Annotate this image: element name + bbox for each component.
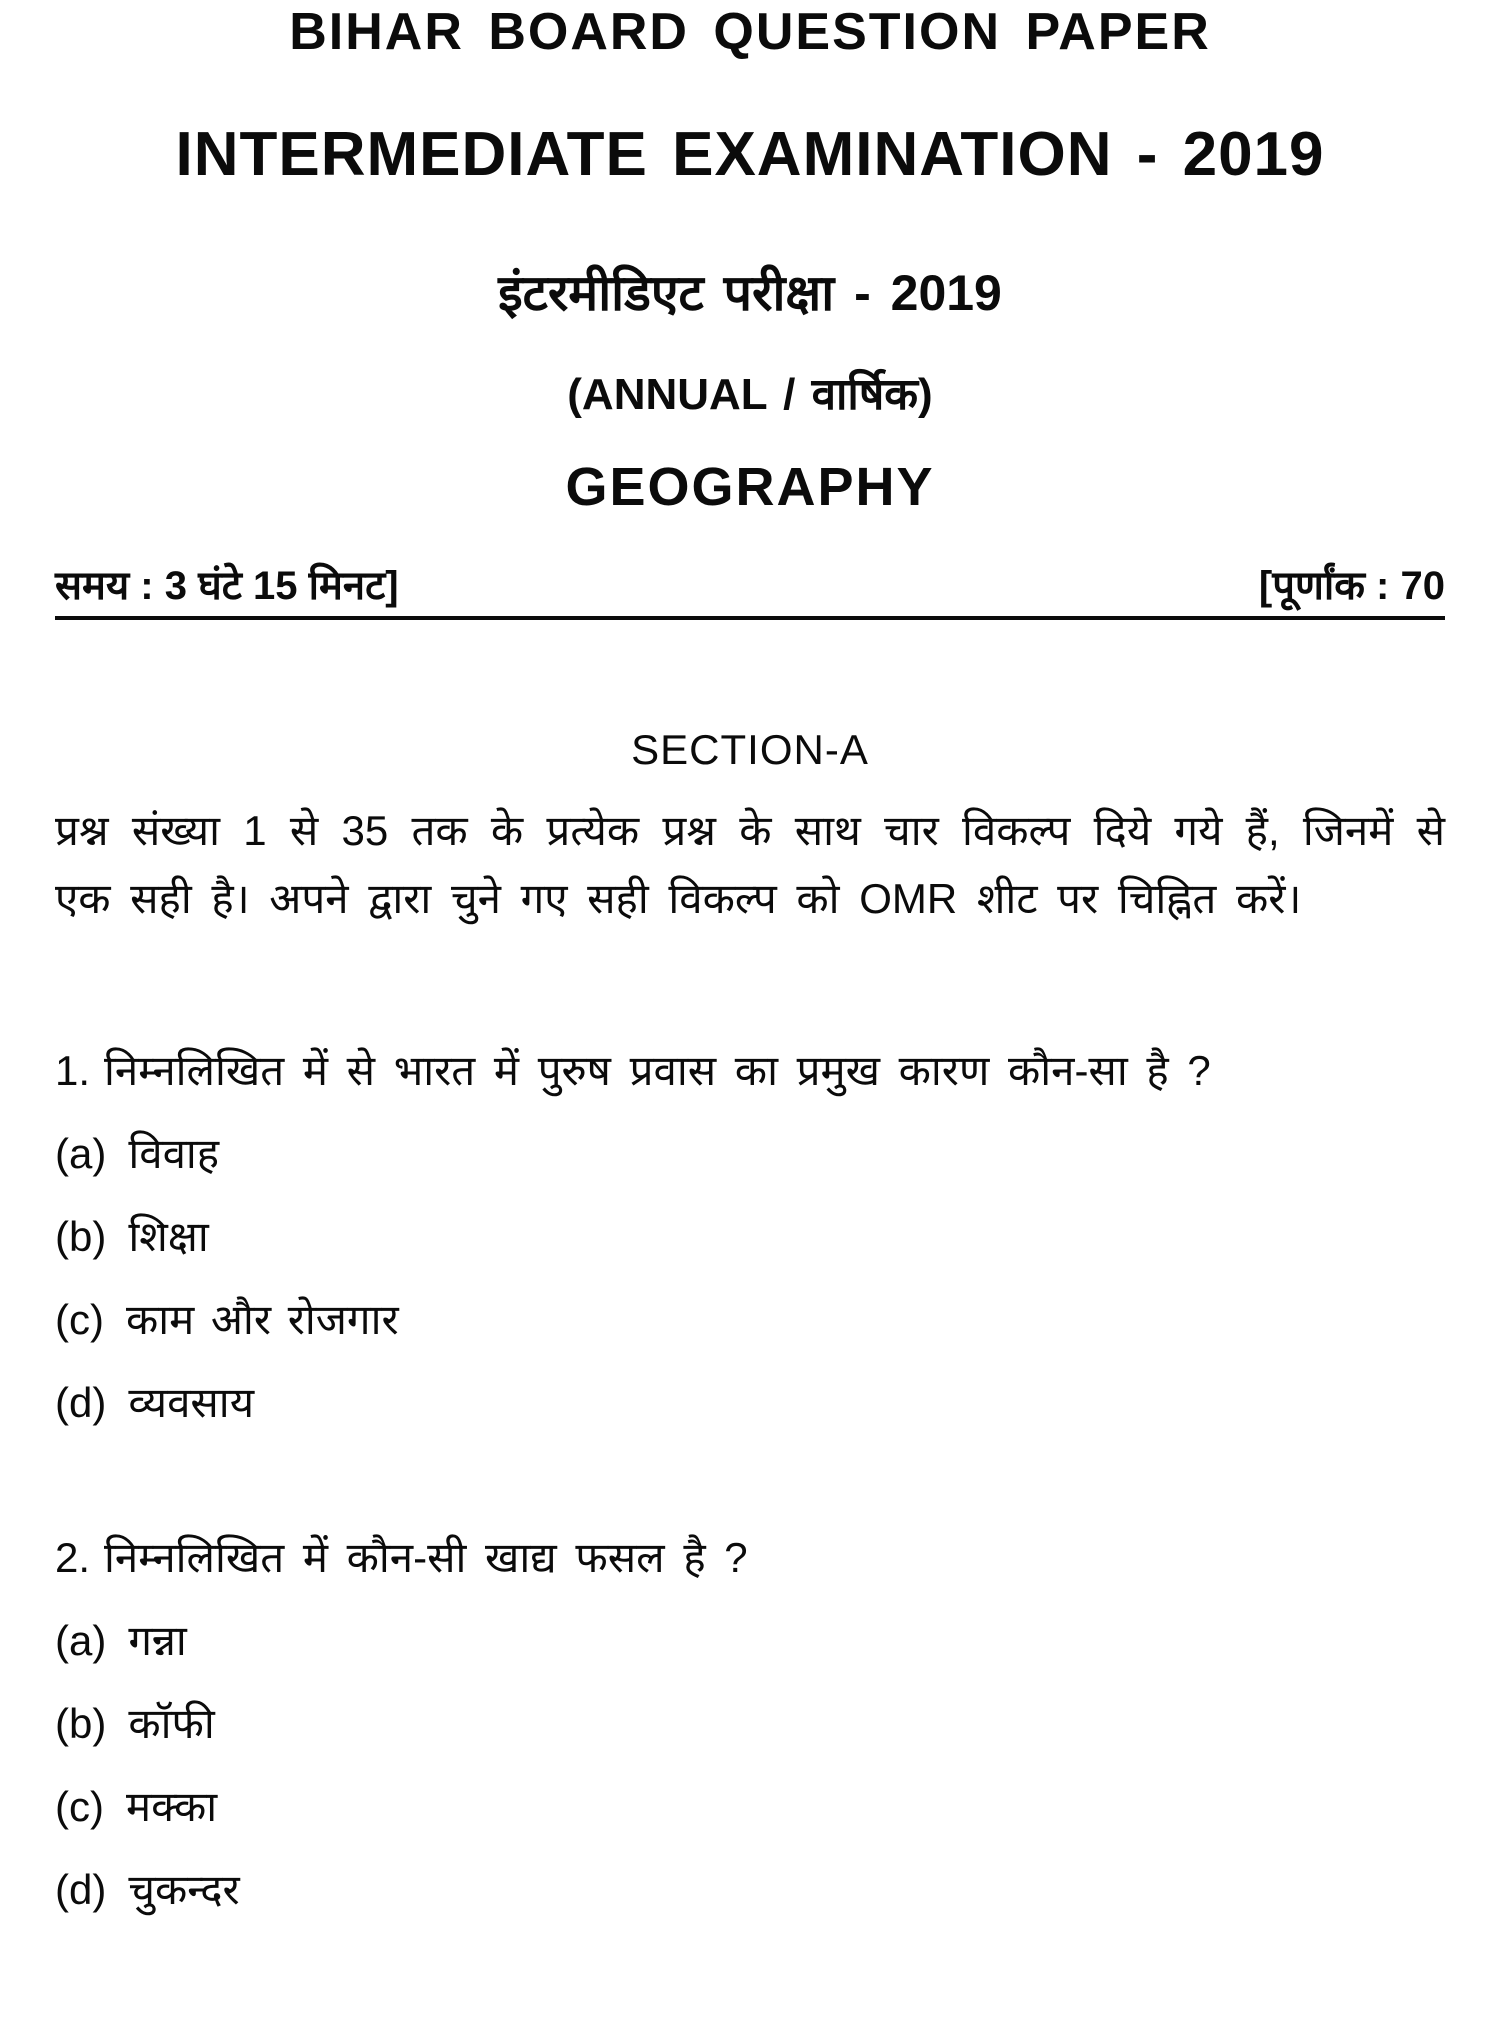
question-2-option-d <box>55 1864 1445 1916</box>
question-1-option-d <box>55 1377 1445 1429</box>
option-b-text: कॉफी <box>128 1700 215 1747</box>
option-d-label: (d) <box>55 1379 107 1426</box>
option-b-label: (b) <box>55 1213 107 1260</box>
subject-title: GEOGRAPHY <box>565 457 935 517</box>
exam-title-hindi: इंटरमीडिएट परीक्षा - 2019 <box>498 265 1002 321</box>
question-2-option-b <box>55 1698 1445 1750</box>
section-a-title: SECTION-A <box>631 726 869 773</box>
time-allowed-label: समय : 3 घंटे 15 मिनट] <box>55 564 399 608</box>
question-2-number: 2. <box>55 1534 91 1581</box>
question-1-text <box>55 1045 1445 1097</box>
option-a-text: विवाह <box>128 1130 220 1177</box>
time-marks-rule <box>55 564 1445 620</box>
option-b-label: (b) <box>55 1700 107 1747</box>
option-d-text: व्यवसाय <box>128 1379 255 1426</box>
question-1-option-b <box>55 1211 1445 1263</box>
section-instructions <box>55 797 1445 933</box>
option-c-label: (c) <box>55 1783 104 1830</box>
option-a-text: गन्ना <box>128 1617 187 1664</box>
question-2 <box>55 1532 1445 1916</box>
question-2-body: निम्नलिखित में कौन-सी खाद्य फसल है ? <box>104 1534 748 1581</box>
question-1-number: 1. <box>55 1047 91 1094</box>
full-marks-label: [पूर्णांक : 70 <box>1258 564 1445 608</box>
exam-type-annual: (ANNUAL / वार्षिक) <box>567 370 933 419</box>
question-1 <box>55 1045 1445 1429</box>
option-d-label: (d) <box>55 1866 107 1913</box>
exam-title: INTERMEDIATE EXAMINATION - 2019 <box>175 120 1325 189</box>
option-d-text: चुकन्दर <box>128 1866 240 1913</box>
question-1-option-a <box>55 1128 1445 1180</box>
board-title: BIHAR BOARD QUESTION PAPER <box>289 3 1211 61</box>
option-a-label: (a) <box>55 1617 107 1664</box>
option-c-label: (c) <box>55 1296 104 1343</box>
question-2-text <box>55 1532 1445 1584</box>
instructions-line-1: प्रश्न संख्या 1 से 35 तक के प्रत्येक प्रश्न के साथ चार विकल्प दिये गये हैं, जिनमें से <box>55 807 1445 854</box>
option-c-text: मक्का <box>125 1783 218 1830</box>
question-1-body: निम्नलिखित में से भारत में पुरुष प्रवास का प्रमुख कारण कौन-सा है ? <box>104 1047 1211 1094</box>
question-1-option-c <box>55 1294 1445 1346</box>
instructions-line-2: एक सही है। अपने द्वारा चुने गए सही विकल्प को OMR शीट पर चिह्नित करें। <box>55 875 1302 922</box>
option-b-text: शिक्षा <box>128 1213 209 1260</box>
option-a-label: (a) <box>55 1130 107 1177</box>
question-2-option-c <box>55 1781 1445 1833</box>
option-c-text: काम और रोजगार <box>125 1296 399 1343</box>
question-2-option-a <box>55 1615 1445 1667</box>
